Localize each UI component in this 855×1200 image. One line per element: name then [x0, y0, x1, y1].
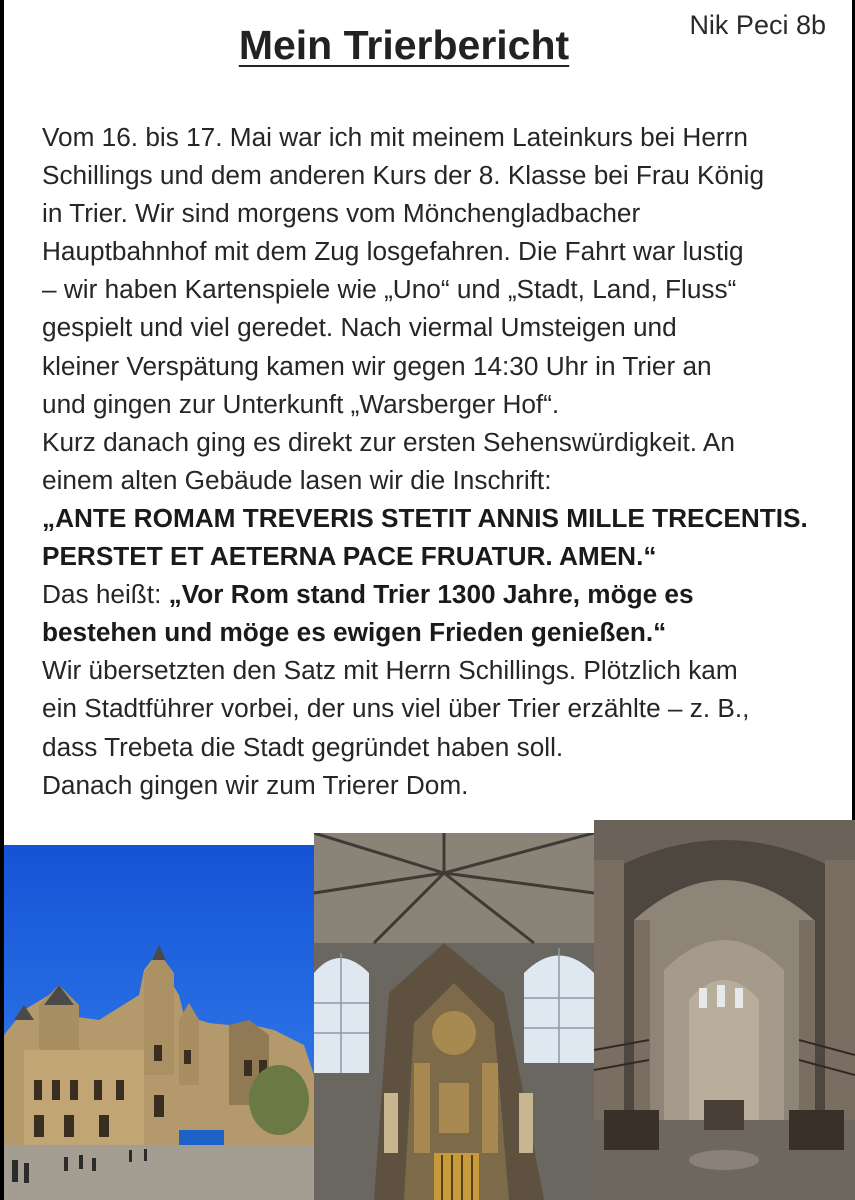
text-line: und gingen zur Unterkunft „Warsberger Hof“. — [42, 388, 560, 419]
report-text — [42, 118, 832, 804]
text-line: ein Stadtführer vorbei, der uns viel über Trier erzählte – z. B., — [42, 693, 750, 724]
text-line: Wir übersetzten den Satz mit Herrn Schillings. Plötzlich kam — [42, 655, 738, 686]
inscription-line: PERSTET ET AETERNA PACE FRUATUR. AMEN.“ — [42, 541, 657, 572]
text-line: Schillings und dem anderen Kurs der 8. Klasse bei Frau König — [42, 160, 765, 191]
translation-prefix: Das heißt: — [42, 579, 169, 610]
text-line: – wir haben Kartenspiele wie „Uno“ und „Stadt, Land, Fluss“ — [42, 274, 737, 305]
inscription-line: „ANTE ROMAM TREVERIS STETIT ANNIS MILLE TRECENTIS. — [42, 502, 808, 533]
text-line: gespielt und viel geredet. Nach viermal Umsteigen und — [42, 312, 677, 343]
translation-text: „Vor Rom stand Trier 1300 Jahre, möge es — [168, 579, 694, 610]
text-line: kleiner Verspätung kamen wir gegen 14:30 Uhr in Trier an — [42, 350, 712, 381]
translation-line — [42, 575, 832, 613]
text-line: in Trier. Wir sind morgens vom Mönchengladbacher — [42, 198, 641, 229]
translation-line: bestehen und möge es ewigen Frieden genießen.“ — [42, 617, 667, 648]
text-line: Kurz danach ging es direkt zur ersten Sehenswürdigkeit. An — [42, 426, 735, 457]
text-line: einem alten Gebäude lasen wir die Inschrift: — [42, 464, 552, 495]
author-name: Nik Peci 8b — [689, 10, 826, 40]
altar-vault-photo — [314, 833, 594, 1200]
cathedral-exterior-photo — [4, 845, 314, 1200]
cathedral-nave-photo — [594, 820, 855, 1200]
text-line: Danach gingen wir zum Trierer Dom. — [42, 769, 469, 800]
text-line: Vom 16. bis 17. Mai war ich mit meinem Lateinkurs bei Herrn — [42, 122, 748, 152]
text-line: dass Trebeta die Stadt gegründet haben soll. — [42, 731, 564, 762]
text-line: Hauptbahnhof mit dem Zug losgefahren. Die Fahrt war lustig — [42, 236, 744, 267]
page-title: Mein Trierbericht — [238, 22, 570, 68]
